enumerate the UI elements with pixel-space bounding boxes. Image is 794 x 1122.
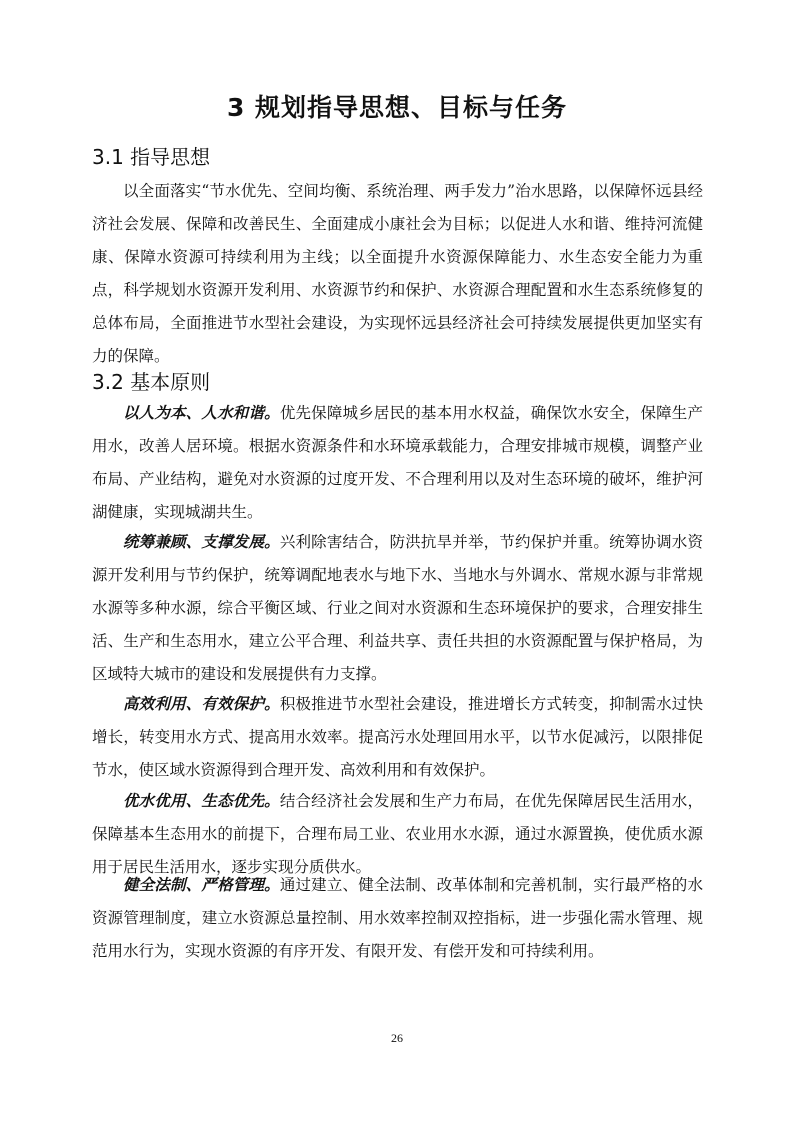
principle-efficient-use [92, 688, 703, 787]
paragraph-body: 以全面落实“节水优先、空间均衡、系统治理、两手发力”治水思路，以保障怀远县经济社会发展、保障和改善民生、全面建成小康社会为目标；以促进人水和谐、维持河流健康、保障水资源可持续利用为主线；以全面提升水资源保障能力、水生态安全能力为重点，科学规划水资源开发利用、水资源节约和保护、水资源合理配置和水生态系统修复的总体布局，全面推进节水型社会建设，为实现怀远县经济社会可持续发展提供更加坚实有力的保障。 [92, 182, 703, 365]
principle-title: 统筹兼顾、支撑发展。 [123, 533, 280, 551]
paragraph-guiding-ideology [92, 175, 703, 373]
principle-body: 兴利除害结合，防洪抗旱并举，节约保护并重。统筹协调水资源开发利用与节约保护，统筹调配地表水与地下水、当地水与外调水、常规水源与非常规水源等多种水源，综合平衡区域、行业之间对水资源和生态环境保护的要求，合理安排生活、生产和生态用水，建立公平合理、利益共享、责任共担的水资源配置与保护格局，为区域特大城市的建设和发展提供有力支撑。 [92, 533, 703, 683]
principle-body: 通过建立、健全法制、改革体制和完善机制，实行最严格的水资源管理制度，建立水资源总量控制、用水效率控制双控指标，进一步强化需水管理、规范用水行为，实现水资源的有序开发、有限开发、有偿开发和可持续利用。 [92, 876, 703, 960]
section-heading-basic-principles: 3.2 基本原则 [92, 370, 211, 394]
principle-overall-planning [92, 526, 703, 691]
principle-body: 积极推进节水型社会建设，推进增长方式转变，抑制需水过快增长，转变用水方式、提高用水效率。提高污水处理回用水平，以节水促减污，以限排促节水，使区域水资源得到合理开发、高效利用和有效保护。 [92, 695, 703, 779]
chapter-title: 3 规划指导思想、目标与任务 [226, 93, 568, 122]
principle-people-oriented [92, 397, 703, 529]
principle-title: 优水优用、生态优先。 [123, 792, 280, 810]
principle-title: 以人为本、人水和谐。 [123, 404, 280, 422]
principle-title: 健全法制、严格管理。 [123, 876, 280, 894]
page-number: 26 [391, 1031, 403, 1045]
principle-body: 优先保障城乡居民的基本用水权益，确保饮水安全，保障生产用水，改善人居环境。根据水资源条件和水环境承载能力，合理安排城市规模，调整产业布局、产业结构，避免对水资源的过度开发、不合理利用以及对生态环境的破坏，维护河湖健康，实现城湖共生。 [92, 404, 703, 521]
principle-strict-management [92, 869, 703, 968]
principle-body: 结合经济社会发展和生产力布局，在优先保障居民生活用水，保障基本生态用水的前提下，合理布局工业、农业用水水源，通过水源置换，使优质水源用于居民生活用水，逐步实现分质供水。 [92, 792, 703, 876]
section-heading-guiding-ideology: 3.1 指导思想 [92, 145, 211, 169]
principle-title: 高效利用、有效保护。 [123, 695, 280, 713]
